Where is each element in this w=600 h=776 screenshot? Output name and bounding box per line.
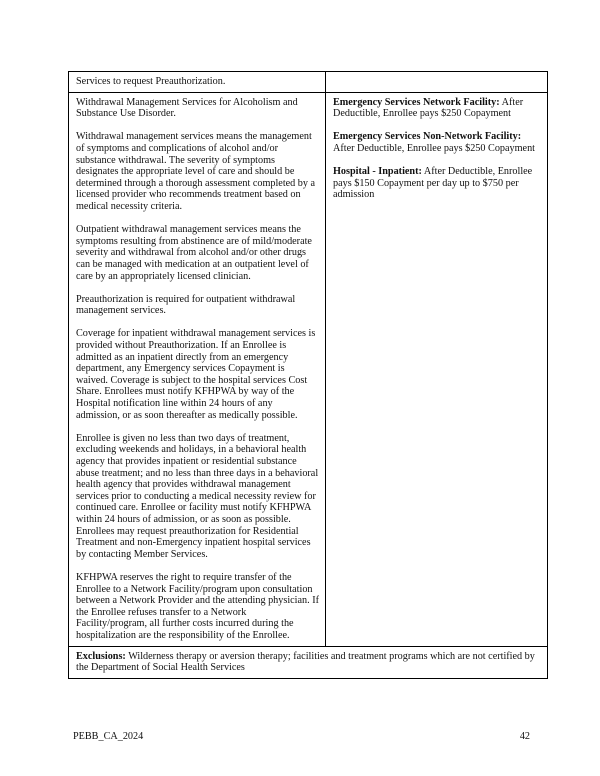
table-row (69, 647, 547, 678)
paragraph: Enrollee is given no less than two days of treatment, excluding weekends and holidays, in a behavioral health agency that provides inpatient or residential substance abuse treatment; and no less than three days in a behavioral health agency that provides withdrawal management services prior to conducting a medical necessity review for continued care. Enrollee or facility must notify KFHPWA within 24 hours of admission, or as soon as possible. Enrollees may request preauthorization for Residential Treatment and non-Emergency inpatient hospital services by contacting Member Services. (76, 432, 319, 560)
document-id: PEBB_CA_2024 (73, 731, 144, 742)
paragraph: Coverage for inpatient withdrawal management services is provided without Preauthorization. If an Enrollee is admitted as an inpatient directly from an emergency department, any Emergency services Copayment is waived. Coverage is subject to the hospital services Cost Share. Enrollees must notify KFHPWA by way of the Hospital notification line within 24 hours of any admission, or as soon thereafter as medically possible. (76, 328, 316, 421)
exclusions-label: Exclusions: (76, 650, 126, 662)
paragraph: KFHPWA reserves the right to require transfer of the Enrollee to a Network Facility/program upon consultation between a Network Provider and the attending physician. If the Enrollee refuses transfer to a Network Facility/program, all further costs incurred during the hospitalization are the responsibility of the Enrollee. (76, 571, 320, 641)
paragraph: Outpatient withdrawal management services means the symptoms resulting from abstinence are of mild/moderate severity and withdrawal from alcohol and/or other drugs can be managed with medication at an outpatient level of care by an appropriately licensed clinician. (76, 224, 312, 282)
cost-share-item (333, 131, 541, 154)
empty-cell (326, 72, 547, 92)
cost-share-label: Emergency Services Non-Network Facility: (333, 131, 522, 143)
cost-share-details (326, 93, 547, 646)
cost-share-label: Hospital - Inpatient: (333, 166, 422, 178)
benefits-table (68, 71, 548, 679)
preauth-note: Services to request Preauthorization. (69, 72, 326, 92)
page-number: 42 (519, 731, 530, 742)
cost-share-text: After Deductible, Enrollee pays $250 Copayment (333, 96, 524, 120)
table-row (69, 72, 547, 93)
table-row (69, 93, 547, 647)
exclusions-text: Wilderness therapy or aversion therapy; facilities and treatment programs which are not certified by the Department of Social Health Services (76, 650, 535, 674)
cost-share-text: After Deductible, Enrollee pays $250 Copayment (333, 142, 535, 154)
exclusions (69, 647, 547, 678)
paragraph: Withdrawal management services means the management of symptoms and complications of alcohol and/or substance withdrawal. The severity of symptoms designates the appropriate level of care and should be determined through a thorough assessment completed by a licensed provider who recommends treatment based on medical necessity criteria. (76, 131, 316, 212)
cost-share-item (333, 166, 541, 201)
paragraph: Preauthorization is required for outpatient withdrawal management services. (76, 293, 296, 317)
cost-share-item (333, 97, 541, 120)
cost-share-label: Emergency Services Network Facility: (333, 96, 500, 108)
cost-share-text: After Deductible, Enrollee pays $150 Copayment per day up to $750 per admission (333, 166, 533, 201)
service-description (69, 93, 326, 646)
paragraph: Withdrawal Management Services for Alcoholism and Substance Use Disorder. (76, 96, 298, 120)
